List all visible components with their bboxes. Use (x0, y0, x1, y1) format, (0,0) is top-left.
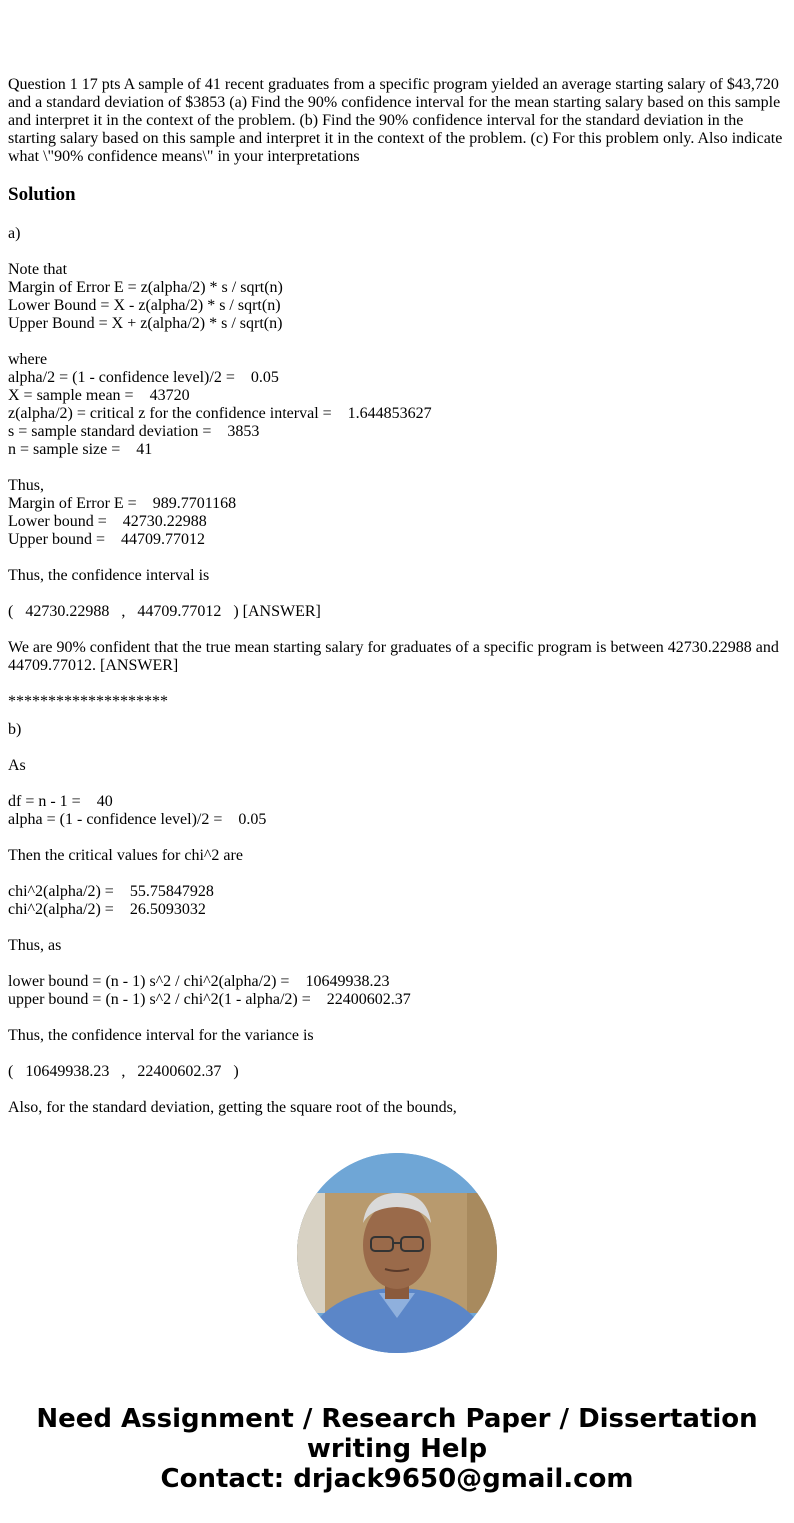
def-x: X = sample mean = 43720 (8, 387, 190, 404)
separator: ******************** (8, 693, 168, 710)
formula-upper: Upper Bound = X + z(alpha/2) * s / sqrt(n) (8, 315, 283, 332)
thus-as-text: Thus, as (8, 937, 62, 954)
lower-bound: lower bound = (n - 1) s^2 / chi^2(alpha/2) = 10649938.23 (8, 973, 390, 990)
banner-line-2: writing Help (306, 1434, 488, 1464)
df-text: df = n - 1 = 40 (8, 793, 113, 810)
question-text: Question 1 17 pts A sample of 41 recent graduates from a specific program yielded an average starting salary of $43,720 and a standard deviation of $3853 (a) Find the 90% confidence interval for the mean starting salary based on this sample and interpret it in the context of the problem. (b) Find the 90% confidence interval for the standard deviation in the starting salary based on this sample and interpret it in the context of the problem. (c) For this problem only. Also indicate what \"90% confidence means\" in your interpretations (8, 76, 783, 165)
author-avatar (297, 1153, 497, 1353)
variance-interval: ( 10649938.23 , 22400602.37 ) (8, 1063, 239, 1080)
alpha-text: alpha = (1 - confidence level)/2 = 0.05 (8, 811, 267, 828)
portrait-image (297, 1153, 497, 1353)
chi-lower: chi^2(alpha/2) = 26.5093032 (8, 901, 206, 918)
part-a (8, 225, 786, 711)
document-body (8, 76, 786, 166)
chi-upper: chi^2(alpha/2) = 55.75847928 (8, 883, 214, 900)
result-upper: Upper bound = 44709.77012 (8, 531, 206, 548)
formula-margin: Margin of Error E = z(alpha/2) * s / sqrt(n) (8, 279, 283, 296)
interval-intro: Thus, the confidence interval is (8, 567, 210, 584)
note-text: Note that (8, 261, 68, 278)
sd-intro: Also, for the standard deviation, getting the square root of the bounds, (8, 1099, 457, 1116)
result-lower: Lower bound = 42730.22988 (8, 513, 207, 530)
def-alpha: alpha/2 = (1 - confidence level)/2 = 0.05 (8, 369, 279, 386)
interval-answer: ( 42730.22988 , 44709.77012 ) [ANSWER] (8, 603, 321, 620)
def-s: s = sample standard deviation = 3853 (8, 423, 260, 440)
where-text: where (8, 351, 48, 368)
part-a-label: a) (8, 225, 21, 242)
promo-banner (0, 1404, 794, 1494)
def-n: n = sample size = 41 (8, 441, 153, 458)
banner-line-1: Need Assignment / Research Paper / Dissertation (36, 1404, 758, 1434)
banner-contact: Contact: drjack9650@gmail.com (160, 1464, 634, 1494)
solution-heading: Solution (8, 184, 76, 205)
formula-lower: Lower Bound = X - z(alpha/2) * s / sqrt(n) (8, 297, 281, 314)
as-text: As (8, 757, 26, 774)
variance-intro: Thus, the confidence interval for the variance is (8, 1027, 314, 1044)
solution-section (8, 186, 786, 204)
upper-bound: upper bound = (n - 1) s^2 / chi^2(1 - alpha/2) = 22400602.37 (8, 991, 411, 1008)
part-b-label: b) (8, 721, 22, 738)
thus-text: Thus, (8, 477, 44, 494)
part-b (8, 721, 786, 1117)
def-z: z(alpha/2) = critical z for the confidence interval = 1.644853627 (8, 405, 432, 422)
critical-intro: Then the critical values for chi^2 are (8, 847, 243, 864)
interpretation-text: We are 90% confident that the true mean starting salary for graduates of a specific program is between 42730.22988 and 44709.77012. [ANSWER] (8, 639, 779, 674)
result-margin: Margin of Error E = 989.7701168 (8, 495, 237, 512)
